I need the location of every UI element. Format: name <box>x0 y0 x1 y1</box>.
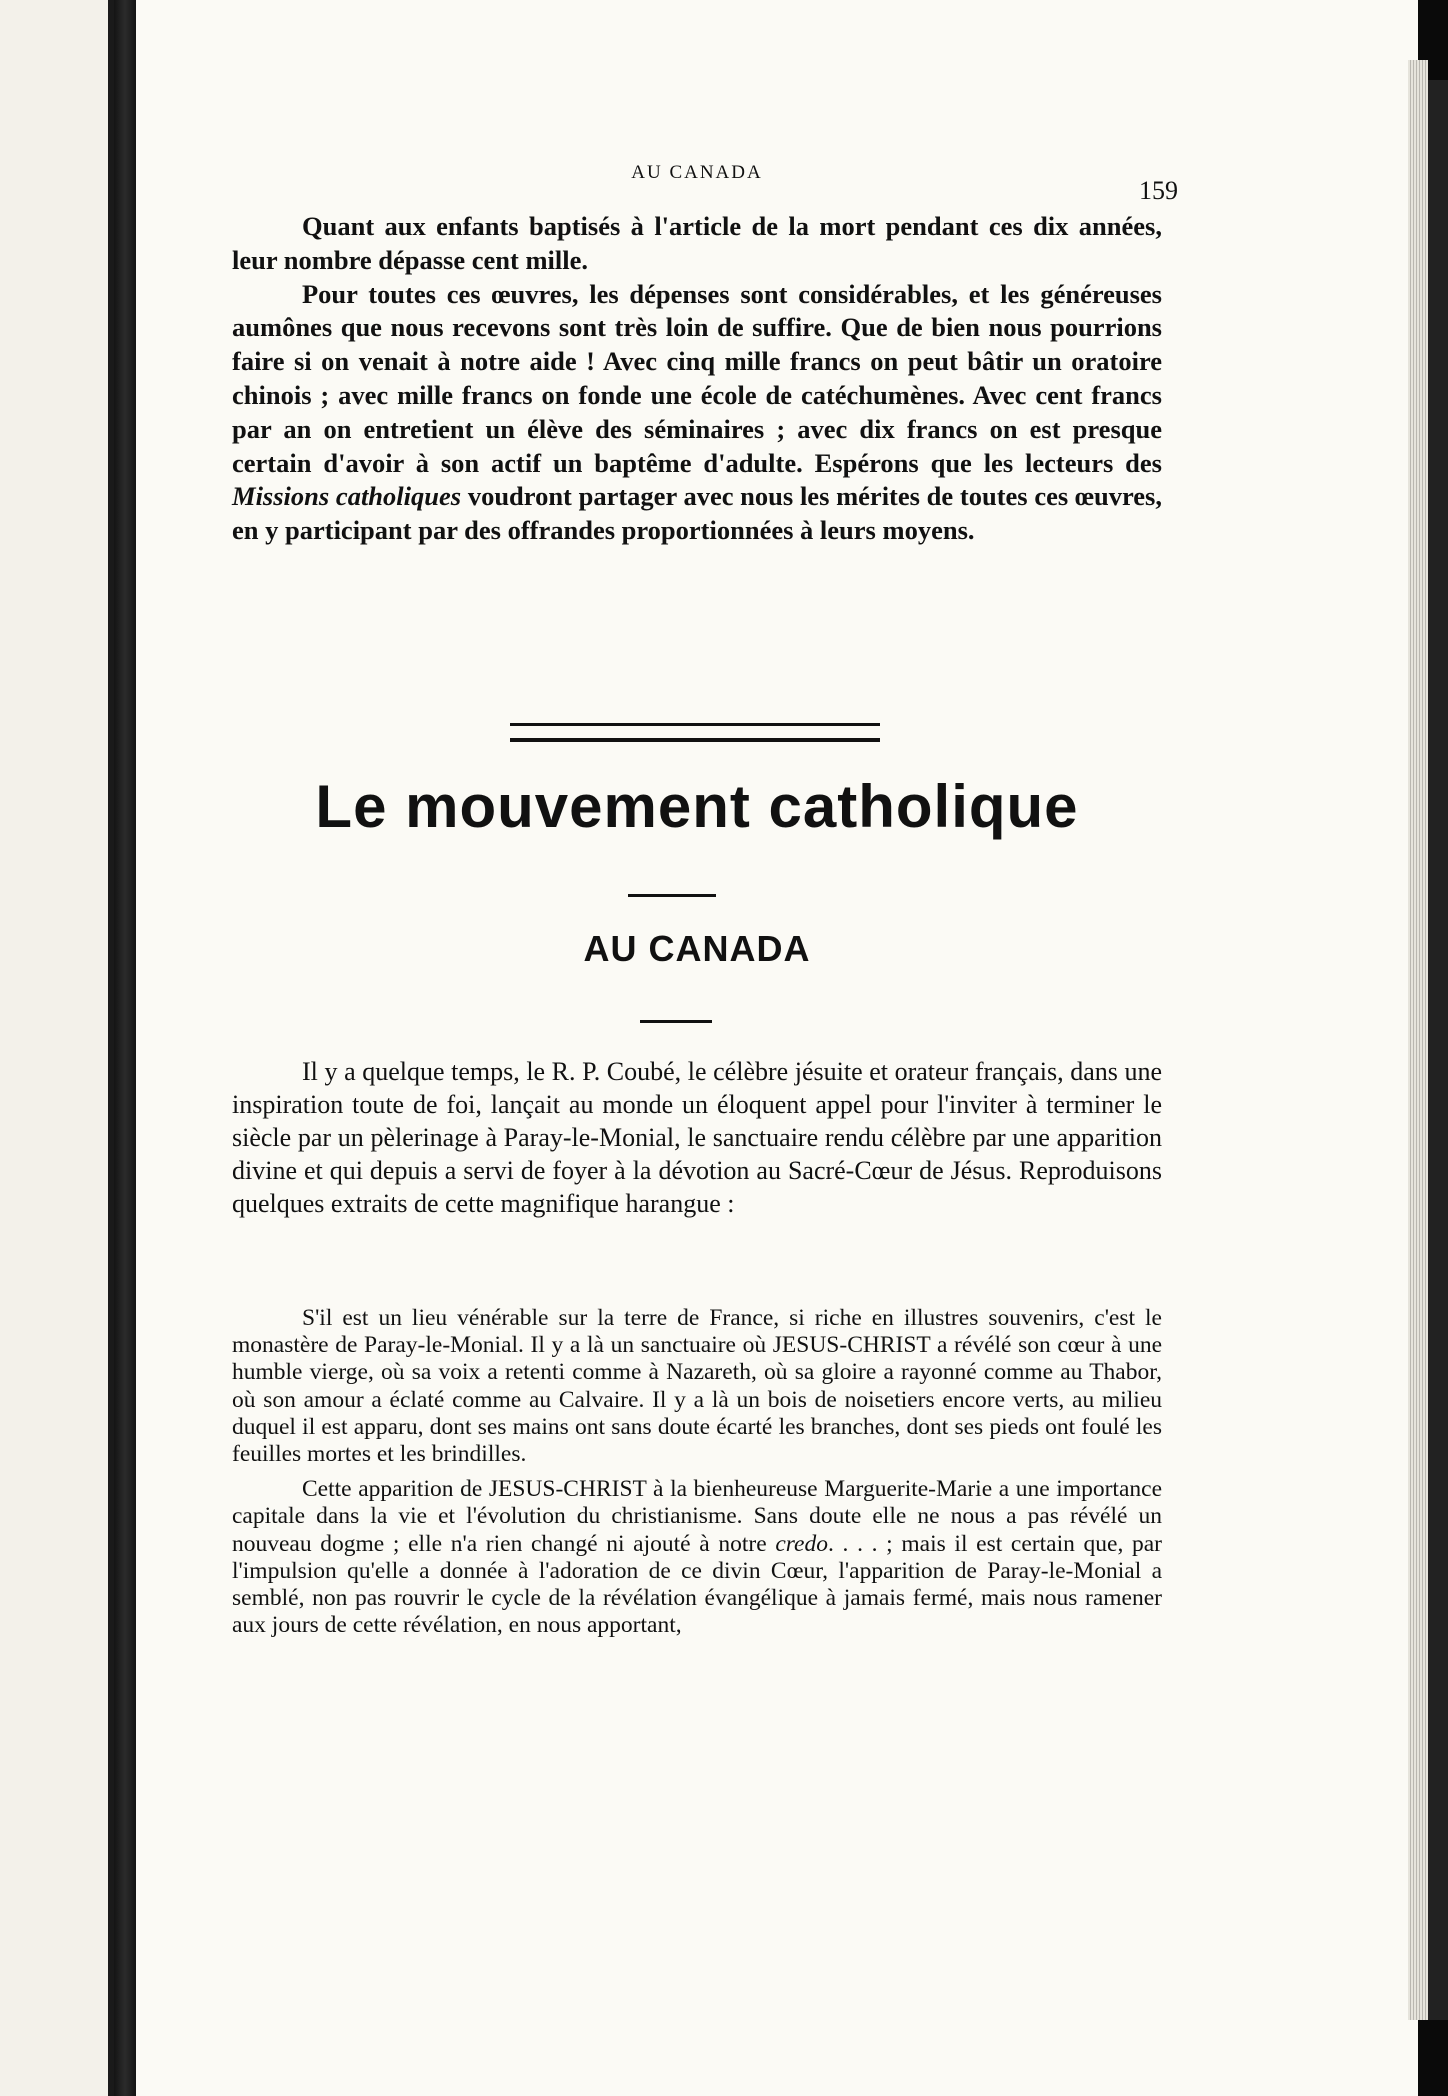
intro-paragraph-2-end: voudront partager avec nous les mérites de toutes ces œuvres, en y participant par des offrandes proportionnées à leurs moyens. <box>232 481 1162 546</box>
book-gutter <box>114 0 136 2096</box>
page-number: 159 <box>1139 176 1178 205</box>
journal-title: Missions catholiques <box>232 481 462 512</box>
lead-section <box>232 1055 1162 1220</box>
quote-paragraph-2 <box>232 1476 1162 1639</box>
title-rule <box>628 894 716 897</box>
intro-paragraph-2-text: Pour toutes ces œuvres, les dépenses sont considérables, et les généreuses aumônes que nous recevons sont très loin de suffire. Que de bien nous pourrions faire si on venait à notre aide ! Avec cinq mille francs on peut bâtir un oratoire chinois ; avec mille francs on fonde une école de catéchumènes. Avec cent francs par an on entretient un élève des séminaires ; avec dix francs on est presque certain d'avoir à son actif un baptême d'adulte. Espérons que les lecteurs des <box>232 278 1162 478</box>
article-title: Le mouvement catholique <box>315 773 1079 840</box>
article-subtitle: AU CANADA <box>583 928 811 969</box>
scan-background-edge <box>1428 80 1448 2020</box>
intro-section <box>232 210 1162 548</box>
left-page-margin <box>0 0 114 2096</box>
quote-paragraph-1: S'il est un lieu vénérable sur la terre de France, si riche en illustres souvenirs, c'est le monastère de Paray-le-Monial. Il y a là un sanctuaire où JESUS-CHRIST a révélé son cœur à une humble vierge, où sa voix a retenti comme à Nazareth, où sa gloire a rayonné comme au Thabor, où son amour a éclaté comme au Calvaire. Il y a là un bois de noisetiers encore verts, au milieu duquel il est apparu, dont ses mains ont sans doute écarté les branches, dont ses pieds ont foulé les feuilles mortes et les brindilles. <box>232 1305 1162 1468</box>
credo-italic: credo <box>775 1530 828 1557</box>
intro-paragraph-2 <box>232 278 1162 548</box>
lead-paragraph: Il y a quelque temps, le R. P. Coubé, le célèbre jésuite et orateur français, dans une inspiration toute de foi, lançait au monde un éloquent appel pour l'inviter à terminer le siècle par un pèlerinage à Paray-le-Monial, le sanctuaire rendu célèbre par une apparition divine et qui depuis a servi de foyer à la dévotion au Sacré-Cœur de Jésus. Reproduisons quelques extraits de cette magnifique harangue : <box>232 1057 1162 1218</box>
page-stack-edge <box>1408 60 1428 2020</box>
quoted-speech <box>232 1305 1162 1647</box>
quote-paragraph-2-text: Cette apparition de JESUS-CHRIST à la bienheureuse Marguerite-Marie a une importance capitale dans la vie et l'évolution du christianisme. Sans doute elle ne nous a pas révélé un nouveau dogme ; elle n'a rien changé ni ajouté à notre <box>232 1476 1162 1557</box>
subtitle-rule <box>640 1020 712 1023</box>
quote-paragraph-2-end: . . . . ; mais il est certain que, par l'impulsion qu'elle a donnée à l'adoration de ce divin Cœur, l'apparition de Paray-le-Monial a semblé, non pas rouvrir le cycle de la révélation évangélique à jamais fermé, mais nous ramener aux jours de cette révélation, en nous apportant, <box>232 1530 1162 1639</box>
intro-paragraph-1: Quant aux enfants baptisés à l'article de la mort pendant ces dix années, leur nombre dépasse cent mille. <box>232 211 1162 275</box>
running-head: AU CANADA <box>631 162 763 183</box>
section-divider <box>510 723 880 742</box>
